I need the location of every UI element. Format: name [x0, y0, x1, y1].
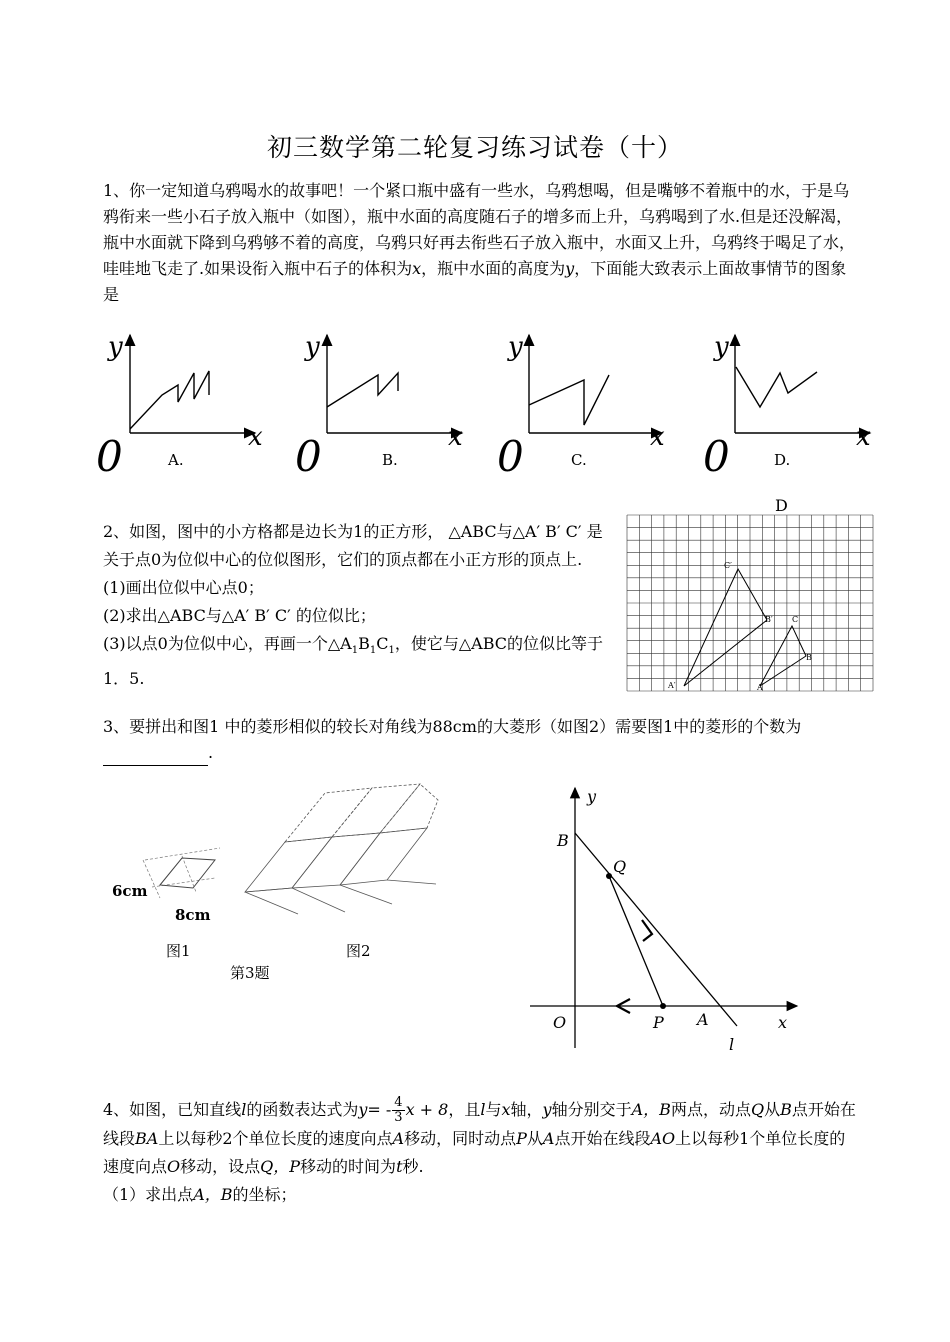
label-p: P — [653, 1013, 664, 1032]
graph-b-x-label: x — [448, 422, 463, 452]
q4-coordinate-figure — [525, 780, 815, 1070]
graph-a — [130, 335, 255, 433]
option-c: C. — [571, 451, 587, 469]
option-a: A. — [168, 451, 184, 469]
graph-c-origin: 0 — [497, 432, 524, 475]
fig1-construction — [143, 848, 220, 898]
graph-d — [735, 335, 870, 433]
q4-sub-1: （1）求出点A，B的坐标； — [103, 1185, 297, 1204]
graph-d-y-label: y — [714, 332, 729, 362]
label-l: l — [729, 1035, 735, 1054]
label-b-prime: B′ — [765, 615, 773, 624]
fig1-rhombus — [160, 858, 215, 888]
label-x: x — [778, 1013, 788, 1032]
dim-8cm: 8cm — [175, 906, 211, 924]
q2-item-1: (1)画出位似中心点0； — [103, 578, 264, 597]
fig2-rhombus-tiling — [245, 784, 438, 914]
point-q — [606, 873, 612, 879]
q2-grid-figure — [626, 514, 874, 692]
graph-a-origin: 0 — [96, 432, 123, 475]
question-2-text: 2、如图，图中的小方格都是边长为1的正方形， △ABC与△A′ B′ C′ 是关于点0为位似中心的位似图形，它们的顶点都在小正方形的顶点上. (1)画出位似中心点0； (2)求出△ABC与△A′ B′ C′ 的位似比； (3)以点0为位似中心，再画一个$\triangle A_1B_1C_1$，使它与△ABC的位似比等于1．5. — [103, 518, 615, 693]
question-3-text: 3、要拼出和图1 中的菱形相似的较长对角线为88cm的大菱形（如图2）需要图1中的菱形的个数为. — [103, 714, 858, 766]
graph-a-x-label: x — [248, 422, 263, 452]
label-y: y — [587, 787, 597, 806]
var-y: y — [565, 259, 575, 278]
point-p — [660, 1003, 666, 1009]
fig1-label: 图1 — [166, 942, 191, 960]
answer-blank[interactable] — [103, 749, 208, 766]
q3-rhombus-figures — [100, 780, 445, 985]
label-b: B — [806, 653, 812, 662]
label-q: Q — [613, 857, 627, 876]
option-b: B. — [382, 451, 398, 469]
q2-item-2: (2)求出△ABC与△A′ B′ C′ 的位似比； — [103, 606, 376, 625]
label-a: A — [757, 683, 763, 692]
question-1-text: 1、你一定知道乌鸦喝水的故事吧！一个紧口瓶中盛有一些水，乌鸦想喝，但是嘴够不着瓶中的水，于是乌鸦衔来一些小石子放入瓶中（如图），瓶中水面的高度随石子的增多而上升，乌鸦喝到了水.但是还没解渴，瓶中水面就下降到乌鸦够不着的高度，乌鸦只好再去衔些石子放入瓶中，水面又上升，乌鸦终于喝足了水，哇哇地飞走了.如果设衔入瓶中石子的体积为x，瓶中水面的高度为y，下面能大致表示上面故事情节的图象是 — [103, 181, 856, 304]
grid-label-d: D — [775, 496, 788, 515]
label-b: B — [557, 831, 569, 850]
graph-c — [529, 335, 662, 433]
page-title: 初三数学第二轮复习练习试卷（十） — [266, 133, 683, 162]
q1-option-graphs — [90, 325, 880, 475]
segment-qp — [609, 876, 663, 1006]
q2-item-3: (3)以点0为位似中心，再画一个$\triangle A_1B_1C_1$，使它与△ABC的位似比等于1．5. — [103, 634, 604, 689]
option-d: D. — [774, 451, 791, 469]
label-o: O — [553, 1013, 567, 1032]
graph-d-origin: 0 — [703, 432, 730, 475]
graph-b-y-label: y — [305, 332, 320, 362]
line-l — [575, 833, 737, 1026]
label-c: C — [792, 615, 799, 624]
graph-a-y-label: y — [108, 332, 123, 362]
graph-c-y-label: y — [508, 332, 523, 362]
fig2-label: 图2 — [346, 942, 371, 960]
label-c-prime: C′ — [724, 561, 732, 570]
graph-c-x-label: x — [650, 422, 665, 452]
graph-b-origin: 0 — [295, 432, 322, 475]
label-a-prime: A′ — [668, 681, 676, 690]
label-a: A — [697, 1010, 709, 1029]
var-x: x — [412, 259, 422, 278]
question-4-text: 4、如图，已知直线l的函数表达式为y= - $\frac{4}{3}$ x + 8，且l与x轴，y轴分别交于A，B两点，动点Q从B点开始在线段BA上以每秒2个单位长度的速度向点A移动，同时动点P从A点开始在线段AO上以每秒1个单位长度的速度向点O移动，设点Q，P移动的时间为t秒. （1）求出点A，B的坐标； — [103, 1096, 858, 1209]
graph-b — [327, 335, 462, 433]
fraction-4-3: $\frac{4}{3}$ — [394, 1095, 403, 1125]
graph-d-x-label: x — [856, 422, 871, 452]
dim-6cm: 6cm — [112, 882, 148, 900]
q3-caption: 第3题 — [230, 964, 270, 982]
